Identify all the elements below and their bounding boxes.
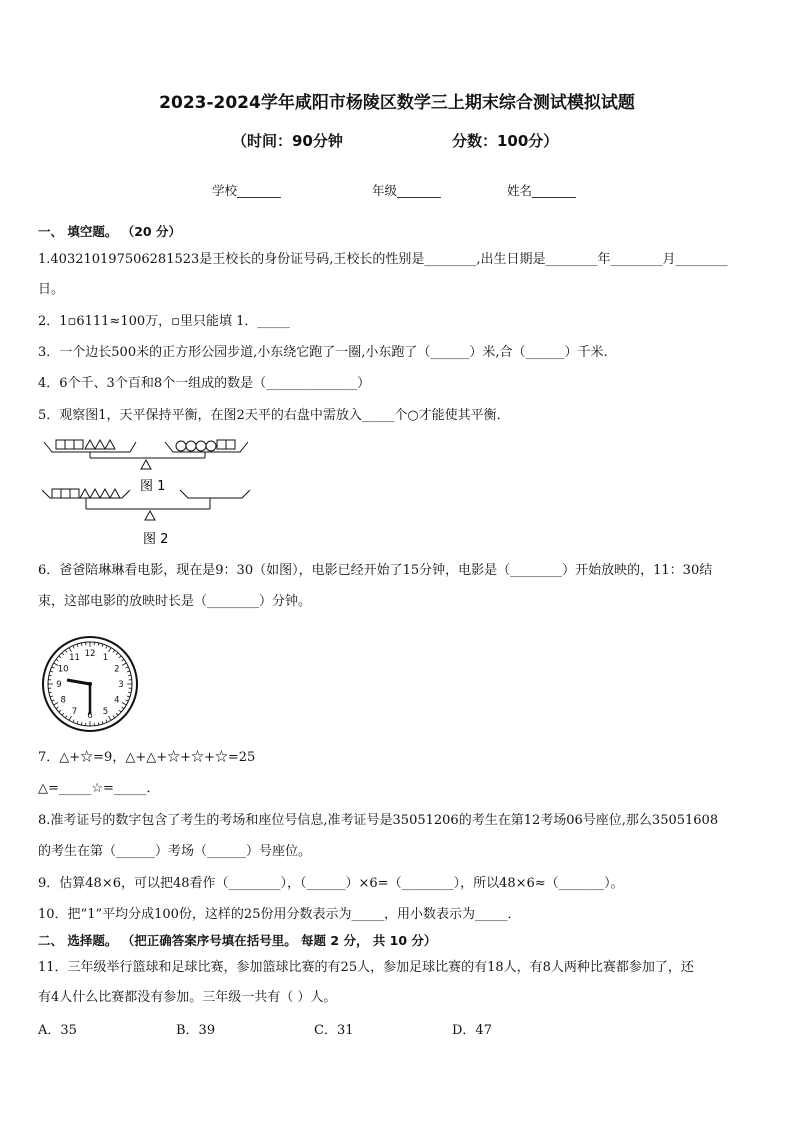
figure-2-label: 图 2 (143, 532, 169, 547)
clock-tick (69, 648, 72, 652)
clock-tick (106, 720, 107, 723)
figure-1-label: 图 1 (140, 479, 166, 494)
clock-tick (59, 656, 61, 658)
question-11-line-2: 有4人什么比赛都没有参加。三年级一共有（ ）人。 (38, 990, 337, 1005)
clock-tick (81, 643, 82, 646)
clock-tick (106, 646, 107, 649)
clock-tick (49, 692, 52, 693)
question-3: 3．一个边长500米的正方形公园步道,小东绕它跑了一圈,小东跑了（______）米,合（______）千米. (38, 345, 608, 360)
option-b: B．39 (176, 1023, 216, 1038)
clock-tick (50, 696, 53, 697)
clock-tick (65, 716, 67, 718)
clock-tick (77, 721, 78, 724)
clock-number: 1 (102, 653, 109, 664)
clock-tick (49, 675, 52, 676)
clock-tick (113, 716, 115, 718)
section-1-heading: 一、 填空题。 （20 分） (38, 224, 181, 239)
school-field: 学校_______ (212, 183, 281, 198)
score-label: 分数：100分） (452, 132, 559, 150)
clock-tick (126, 667, 129, 668)
clock-tick (102, 644, 103, 647)
clock-number: 6 (87, 711, 93, 721)
clock-tick (62, 653, 64, 655)
clock-tick (77, 644, 78, 647)
clock-tick (81, 722, 82, 725)
clock-tick (119, 710, 121, 712)
clock-tick (109, 648, 112, 652)
question-4: 4．6个千、3个百和8个一组成的数是（______________） (38, 376, 371, 391)
option-d: D．47 (452, 1023, 492, 1038)
question-7-line-2: △=_____☆=_____． (38, 781, 160, 796)
clock-number: 2 (114, 664, 120, 675)
clock-number: 10 (57, 664, 69, 675)
clock-tick (113, 650, 115, 652)
grade-field: 年级_______ (372, 183, 441, 198)
question-8-line-2: 的考生在第（______）考场（______）号座位。 (38, 844, 312, 859)
clock-tick (73, 720, 74, 723)
page-title: 2023-2024学年咸阳市杨陵区数学三上期末综合测试模拟试题 (159, 93, 635, 113)
clock-tick (56, 659, 58, 661)
clock-tick (98, 643, 99, 646)
clock-tick (128, 692, 131, 693)
clock-number: 9 (56, 680, 62, 690)
question-1-line-1: 1.403210197506281523是王校长的身份证号码,王校长的性别是________,出生日期是________年________月________ (38, 252, 728, 267)
clock-number: 7 (71, 706, 78, 717)
question-1-line-2: 日。 (38, 282, 65, 297)
clock-number: 8 (60, 695, 66, 706)
question-6-line-1: 6．爸爸陪琳琳看电影，现在是9：30（如图），电影已经开始了15分钟，电影是（________）开始放映的，11：30结 (38, 563, 713, 578)
hour-hand (67, 680, 90, 684)
balance-1 (44, 440, 248, 469)
clock-tick (119, 656, 121, 658)
question-8-line-1: 8.准考证号的数字包含了考生的考场和座位号信息,准考证号是35051206的考生在第12考场06号座位,那么35051608 (38, 813, 719, 828)
balance-figure (40, 432, 270, 554)
clock-tick (52, 700, 55, 701)
clock-face (40, 634, 140, 734)
clock-tick (52, 667, 55, 668)
clock-tick (126, 700, 129, 701)
clock-tick (50, 671, 53, 672)
clock-tick (127, 696, 130, 697)
clock-tick (122, 707, 124, 709)
clock-number: 3 (118, 680, 124, 690)
clock-tick (102, 721, 103, 724)
question-10: 10．把“1”平均分成100份，这样的25份用分数表示为_____，用小数表示为_____． (38, 907, 521, 922)
clock-number: 4 (114, 695, 120, 706)
clock-number: 5 (102, 706, 109, 717)
question-11-line-1: 11．三年级举行篮球和足球比赛，参加篮球比赛的有25人，参加足球比赛的有18人，有8人两种比赛都参加了，还 (38, 960, 694, 975)
time-label: （时间：90分钟 (232, 132, 343, 150)
clock-tick (122, 703, 126, 706)
question-9: 9．估算48×6，可以把48看作（________），（______）×6=（________），所以48×6≈（_______）。 (38, 876, 624, 891)
section-2-heading: 二、 选择题。 （把正确答案序号填在括号里。 每题 2 分， 共 10 分） (38, 933, 437, 948)
name-field: 姓名_______ (507, 183, 576, 198)
clock-tick (73, 646, 74, 649)
clock-number: 12 (84, 649, 96, 659)
question-7-line-1: 7．△+☆=9，△+△+☆+☆+☆=25 (38, 750, 256, 765)
clock-tick (109, 716, 112, 720)
clock-tick (54, 703, 58, 706)
clock-tick (122, 663, 126, 666)
clock-tick (98, 722, 99, 725)
clock-number: 11 (69, 653, 80, 664)
clock-tick (56, 707, 58, 709)
question-2: 2．1▫6111≈100万，▫里只能填 1．_____ (38, 314, 290, 329)
clock-tick (128, 675, 131, 676)
clock-tick (65, 650, 67, 652)
clock-tick (62, 713, 64, 715)
option-a: A．35 (38, 1023, 77, 1038)
option-c: C．31 (314, 1023, 354, 1038)
clock-tick (127, 671, 130, 672)
clock-tick (122, 659, 124, 661)
clock-tick (116, 653, 118, 655)
clock-tick (116, 713, 118, 715)
question-6-line-2: 束，这部电影的放映时长是（________）分钟。 (38, 594, 312, 609)
question-5: 5．观察图1，天平保持平衡，在图2天平的右盘中需放入_____个○才能使其平衡． (38, 408, 510, 423)
clock-tick (59, 710, 61, 712)
